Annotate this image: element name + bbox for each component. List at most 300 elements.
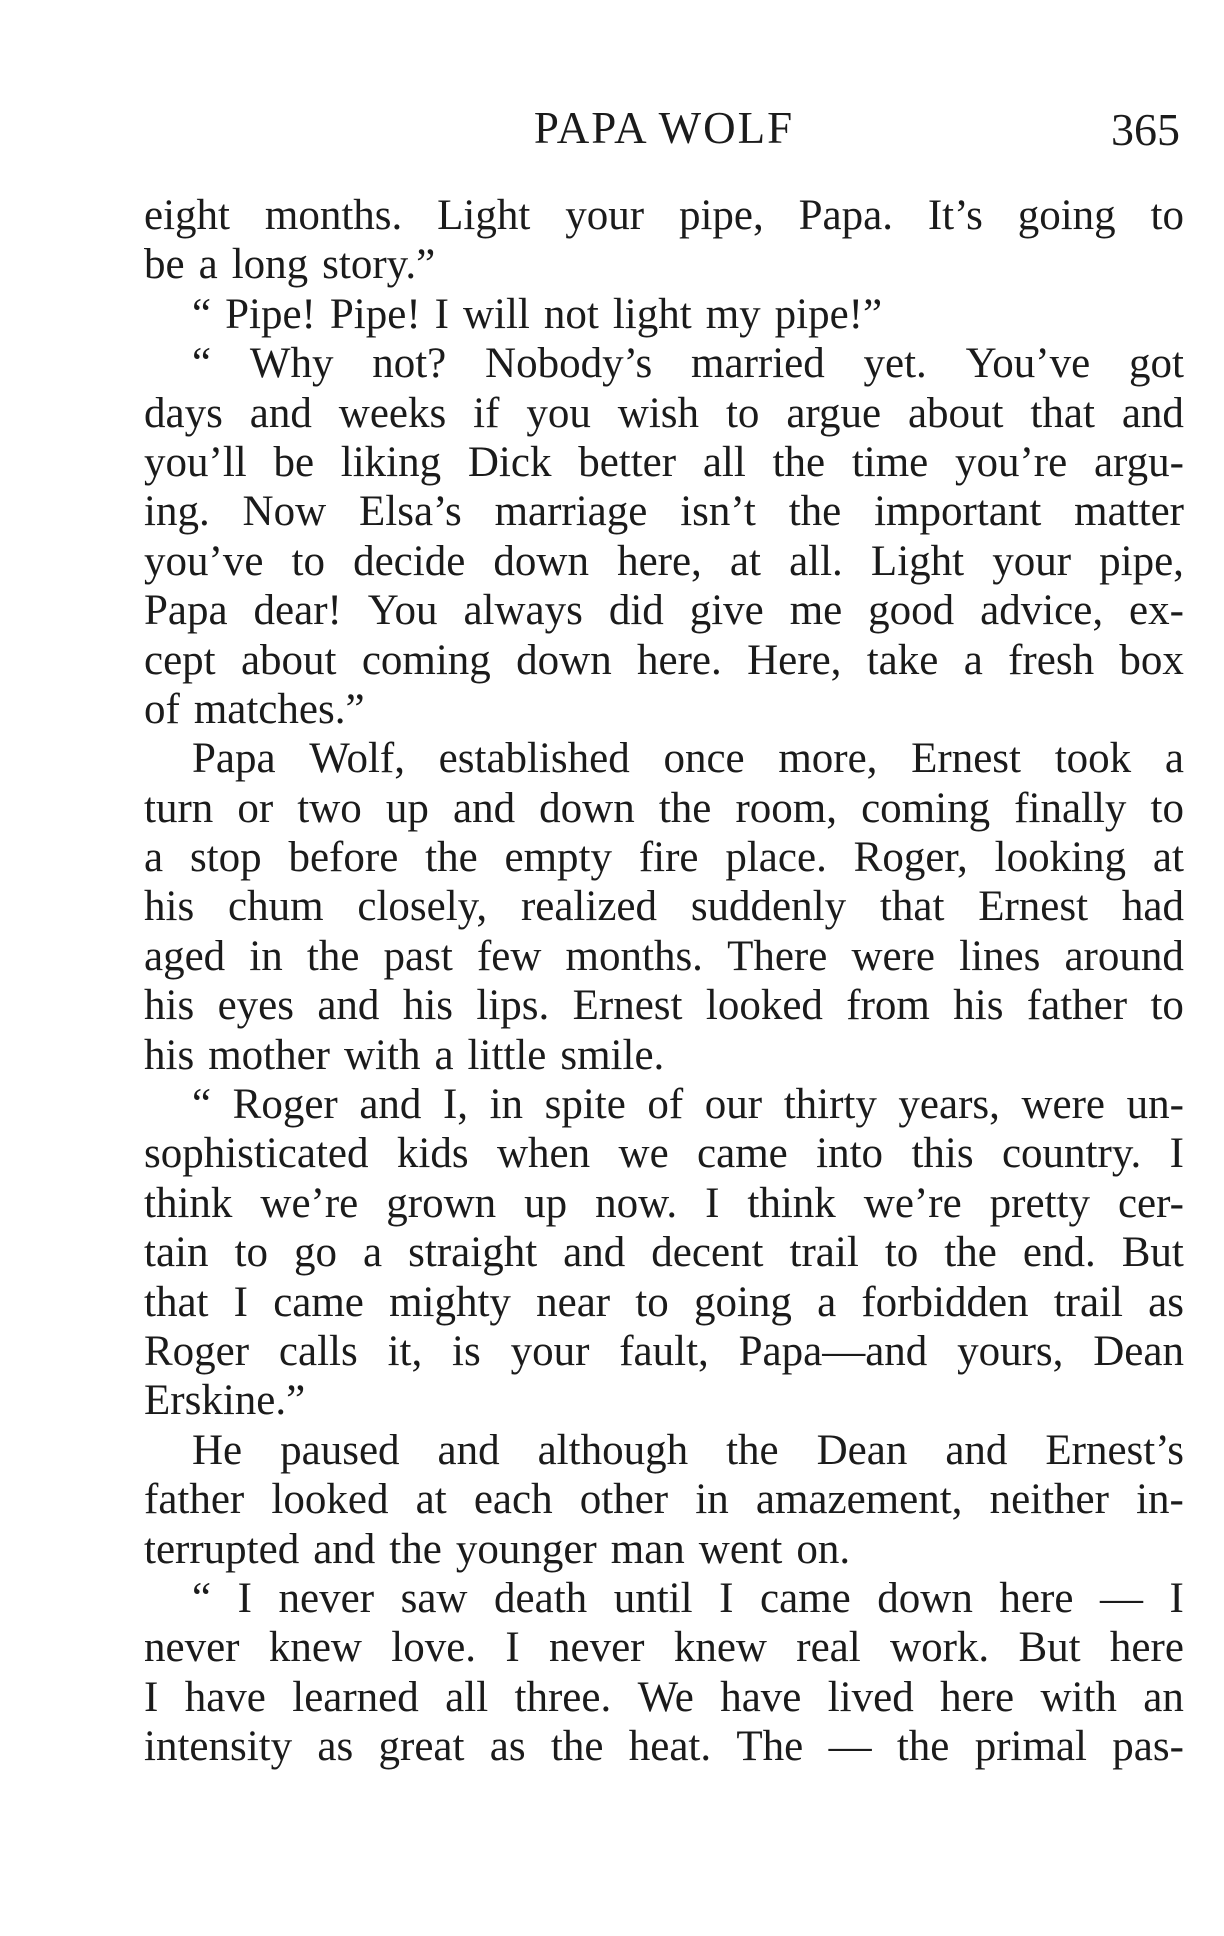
word: decent (651, 1229, 764, 1277)
word: Papa. (798, 192, 893, 239)
word: argue (786, 389, 882, 437)
word: We (637, 1673, 694, 1721)
word: The (736, 1723, 804, 1771)
word: and (452, 784, 516, 832)
word: country. (1001, 1130, 1142, 1178)
word: think (747, 1179, 836, 1227)
word: at (415, 1476, 447, 1524)
word: here (1109, 1624, 1184, 1672)
word: fault, (619, 1327, 709, 1375)
word: you’ll (144, 438, 247, 486)
word: be (273, 438, 315, 486)
word: But (1121, 1229, 1184, 1277)
word: days (144, 389, 223, 437)
word: two (297, 784, 362, 832)
word: a (963, 636, 983, 684)
word: Papa—and (738, 1327, 928, 1375)
word: his (144, 982, 195, 1030)
word: a (144, 834, 164, 882)
page-number: 365 (1111, 104, 1180, 155)
word: in- (1136, 1476, 1184, 1524)
word: about (907, 389, 1004, 437)
word: each (473, 1476, 553, 1524)
word: eyes (217, 982, 294, 1030)
word: Elsa’s (359, 488, 462, 536)
word: Roger (232, 1081, 338, 1129)
word: calls (278, 1327, 358, 1375)
word: more, (778, 735, 878, 783)
word: went (698, 1525, 783, 1573)
word: an (1143, 1673, 1184, 1721)
word: down (877, 1574, 973, 1622)
word: months. (565, 932, 703, 980)
word: father (144, 1476, 245, 1524)
word: about (240, 636, 337, 684)
word: the (389, 1525, 442, 1573)
word: He (192, 1426, 243, 1474)
word: his (953, 982, 1004, 1030)
word: pipe!” (774, 290, 883, 338)
word: light (612, 290, 692, 338)
word: coming (361, 636, 491, 684)
word: realized (520, 883, 657, 931)
word: Wolf, (309, 735, 405, 783)
word: came (760, 1574, 851, 1622)
word: Ernest’s (1045, 1426, 1184, 1474)
word: it, (387, 1327, 423, 1375)
word: few (476, 932, 542, 980)
word: advice, (980, 587, 1104, 635)
word: pas- (1112, 1723, 1184, 1771)
word: It’s (927, 192, 983, 239)
word: yours, (957, 1327, 1064, 1375)
word: had (1121, 883, 1184, 931)
word: closely, (357, 883, 488, 931)
word: ex- (1129, 587, 1184, 635)
word: took (1054, 735, 1132, 783)
word: you’re (954, 438, 1068, 486)
word: to (1150, 192, 1184, 239)
word: as (317, 1723, 354, 1771)
word: near (536, 1278, 611, 1326)
word: long (231, 241, 309, 289)
word: place. (725, 834, 827, 882)
word: at (729, 537, 761, 585)
text-line (144, 1278, 1184, 1327)
word: on. (796, 1525, 851, 1573)
word: looked (705, 982, 823, 1030)
word: you’ve (144, 537, 264, 585)
word: here (999, 1574, 1074, 1622)
word: terrupted (144, 1525, 300, 1573)
word: I (233, 1278, 248, 1326)
word: lines (959, 932, 1041, 980)
word: Dean (1093, 1327, 1184, 1375)
word: knew (673, 1624, 767, 1672)
word: work. (890, 1624, 990, 1672)
word: I (434, 290, 449, 338)
word: lived (827, 1673, 914, 1721)
word: intensity (144, 1723, 293, 1771)
word: is (452, 1327, 481, 1375)
word: and (945, 1426, 1008, 1474)
text-line (144, 586, 1184, 635)
word: mother (208, 1031, 330, 1079)
word: to (234, 1229, 268, 1277)
word: But (1018, 1624, 1081, 1672)
text-line (144, 734, 1184, 783)
word: — (828, 1723, 872, 1771)
text-line (144, 1228, 1184, 1277)
word: trail (789, 1229, 859, 1277)
running-title: PAPA WOLF (533, 103, 795, 153)
word: down (493, 537, 589, 585)
word: you (526, 389, 591, 437)
word: You’ve (965, 340, 1091, 388)
word: Papa (144, 587, 228, 635)
text-line (144, 1129, 1184, 1178)
word: in (695, 1476, 729, 1524)
word: of (144, 685, 180, 733)
word: married (691, 340, 825, 388)
word: knew (268, 1624, 362, 1672)
word: death (494, 1574, 588, 1622)
text-line (144, 537, 1184, 586)
word: smile. (560, 1031, 665, 1079)
word: tain (144, 1229, 209, 1277)
word: primal (974, 1723, 1087, 1771)
word: trail (1053, 1278, 1123, 1326)
word: a (434, 1031, 454, 1079)
word: Papa (192, 735, 276, 783)
word: never (278, 1574, 375, 1622)
word: father (1026, 982, 1128, 1030)
word: we’re (260, 1179, 359, 1227)
word: real (796, 1624, 861, 1672)
word: his (144, 883, 195, 931)
word: or (237, 784, 274, 832)
word: from (846, 982, 930, 1030)
word: kids (396, 1130, 469, 1178)
word: came (697, 1130, 788, 1178)
word: box (1119, 636, 1184, 684)
word: wish (617, 389, 700, 437)
word: I (719, 1574, 734, 1622)
word: chum (228, 883, 324, 931)
word: did (608, 587, 664, 635)
word: Why (249, 340, 334, 388)
word: Ernest (911, 735, 1021, 783)
word: your (992, 537, 1072, 585)
word: to (635, 1278, 669, 1326)
text-line (144, 1525, 1184, 1574)
word: and (359, 1081, 422, 1129)
word: to (291, 537, 325, 585)
word: “ (192, 290, 212, 338)
word: Dick (467, 438, 552, 486)
word: up (524, 1179, 568, 1227)
word: now. (595, 1179, 678, 1227)
word: to (1150, 982, 1184, 1030)
text-line (144, 1080, 1184, 1129)
word: to (725, 389, 760, 437)
word: the (550, 1723, 604, 1771)
word: his (402, 982, 453, 1030)
word: finally (1014, 784, 1127, 832)
word: be (144, 241, 185, 289)
word: good (868, 587, 955, 635)
word: — (1099, 1574, 1143, 1622)
word: story.” (322, 241, 436, 289)
word: think (144, 1179, 233, 1227)
text-line (144, 1426, 1184, 1475)
word: grown (386, 1179, 497, 1227)
word: my (705, 290, 761, 338)
word: spite (544, 1081, 626, 1129)
word: never (549, 1624, 645, 1672)
word: until (613, 1574, 693, 1622)
word: here (940, 1673, 1015, 1721)
word: the (788, 488, 842, 536)
word: go (294, 1229, 337, 1277)
word: aged (144, 932, 226, 980)
text-line (144, 438, 1184, 487)
word: Ernest (978, 883, 1089, 931)
word: your (510, 1327, 590, 1375)
word: and (563, 1229, 626, 1277)
word: all (445, 1673, 489, 1721)
word: You (367, 587, 438, 635)
word: yet. (863, 340, 927, 388)
word: although (537, 1426, 689, 1474)
word: coming (861, 784, 991, 832)
word: There (727, 932, 828, 980)
word: established (438, 735, 630, 783)
word: stop (189, 834, 262, 882)
word: months. (264, 192, 403, 239)
word: thirty (783, 1081, 877, 1129)
word: Erskine.” (144, 1377, 306, 1425)
word: important (874, 488, 1042, 536)
word: weeks (338, 389, 447, 437)
word: ing. (144, 488, 210, 536)
text-line (144, 1574, 1184, 1623)
running-head (144, 100, 1184, 156)
word: that (144, 1278, 209, 1326)
word: matches.” (193, 685, 365, 733)
word: Pipe! (225, 290, 316, 338)
word: and (437, 1426, 500, 1474)
word: up (385, 784, 429, 832)
word: I (1169, 1130, 1184, 1178)
word: suddenly (690, 883, 847, 931)
word: past (383, 932, 453, 980)
word: looking (994, 834, 1127, 882)
word: the (658, 784, 712, 832)
word: cer- (1117, 1179, 1184, 1227)
word: and (317, 982, 380, 1030)
text-line (144, 290, 1184, 339)
word: pipe, (1099, 537, 1184, 585)
word: all. (789, 537, 843, 585)
word: to (1150, 784, 1184, 832)
word: younger (455, 1525, 597, 1573)
word: a (1164, 735, 1184, 783)
word: other (579, 1476, 669, 1524)
word: and (249, 389, 312, 437)
word: that (879, 883, 945, 931)
word: when (496, 1130, 591, 1178)
word: little (467, 1031, 547, 1079)
word: once (663, 735, 745, 783)
word: I (237, 1574, 252, 1622)
word: not (543, 290, 599, 338)
word: argu- (1093, 438, 1184, 486)
word: turn (144, 784, 214, 832)
word: around (1064, 932, 1184, 980)
word: dear! (253, 587, 342, 635)
word: forbidden (861, 1278, 1029, 1326)
word: neither (989, 1476, 1109, 1524)
word: saw (400, 1574, 468, 1622)
word: cept (144, 636, 216, 684)
word: I (705, 1179, 720, 1227)
text-line (144, 240, 1184, 289)
word: going (1017, 192, 1116, 239)
word: fresh (1008, 636, 1095, 684)
word: mighty (389, 1278, 511, 1326)
text-line (144, 932, 1184, 981)
word: that (1030, 389, 1095, 437)
word: great (378, 1723, 465, 1771)
word: never (144, 1624, 240, 1672)
word: the (772, 438, 826, 486)
word: “ (192, 340, 212, 388)
word: Ernest (572, 982, 683, 1030)
text-line (144, 981, 1184, 1030)
word: take (866, 636, 939, 684)
word: a (817, 1278, 837, 1326)
word: here. (637, 636, 722, 684)
word: three. (514, 1673, 612, 1721)
word: Roger, (853, 834, 968, 882)
word: at (1152, 834, 1184, 882)
word: will (462, 290, 530, 338)
word: matter (1074, 488, 1184, 536)
word: before (288, 834, 399, 882)
word: room, (735, 784, 837, 832)
word: eight (144, 192, 230, 239)
text-line (144, 191, 1184, 240)
text-line (144, 833, 1184, 882)
text-line (144, 1376, 1184, 1425)
word: empty (504, 834, 612, 882)
word: the (726, 1426, 779, 1474)
word: paused (280, 1426, 400, 1474)
word: of (647, 1081, 684, 1129)
text-line (144, 1722, 1184, 1771)
word: amazement, (755, 1476, 963, 1524)
word: in (489, 1081, 524, 1129)
word: better (578, 438, 677, 486)
word: the (944, 1229, 997, 1277)
word: not? (372, 340, 447, 388)
word: Now (242, 488, 327, 536)
text-line (144, 1475, 1184, 1524)
word: I (1169, 1574, 1184, 1622)
word: always (463, 587, 583, 635)
word: the (896, 1723, 950, 1771)
word: Here, (747, 636, 842, 684)
word: as (489, 1723, 526, 1771)
word: lips. (476, 982, 550, 1030)
word: fire (638, 834, 699, 882)
word: marriage (494, 488, 648, 536)
word: give (689, 587, 764, 635)
word: Pipe! (329, 290, 421, 338)
word: Nobody’s (485, 340, 653, 388)
word: here, (617, 537, 702, 585)
word: got (1128, 340, 1184, 388)
word: all (702, 438, 746, 486)
word: years, (898, 1081, 1000, 1129)
word: Light (437, 192, 531, 239)
word: pipe, (678, 192, 764, 239)
word: liking (340, 438, 442, 486)
word: to (884, 1229, 919, 1277)
word: down (516, 636, 612, 684)
word: a (198, 241, 218, 289)
word: time (851, 438, 929, 486)
word: with (344, 1031, 421, 1079)
word: pretty (989, 1179, 1090, 1227)
word: Light (870, 537, 965, 585)
word: his (144, 1031, 195, 1079)
word: un- (1126, 1081, 1184, 1129)
word: I, (442, 1081, 469, 1129)
word: I (144, 1673, 159, 1721)
word: decide (353, 537, 466, 585)
word: man (610, 1525, 685, 1573)
word: have (720, 1673, 802, 1721)
word: a (363, 1229, 383, 1277)
word: and (313, 1525, 376, 1573)
word: Dean (816, 1426, 908, 1474)
word: have (184, 1673, 266, 1721)
text-line (144, 882, 1184, 931)
text-line (144, 1179, 1184, 1228)
text-line (144, 685, 1184, 734)
word: the (306, 932, 360, 980)
word: we (618, 1130, 669, 1178)
word: looked (271, 1476, 389, 1524)
word: came (273, 1278, 364, 1326)
word: down (539, 784, 635, 832)
word: end. (1022, 1229, 1096, 1277)
word: as (1148, 1278, 1184, 1326)
text-line (144, 339, 1184, 388)
word: love. (391, 1624, 477, 1672)
word: Roger (144, 1327, 250, 1375)
text-line (144, 1623, 1184, 1672)
word: heat. (628, 1723, 712, 1771)
text-line (144, 1327, 1184, 1376)
word: we’re (863, 1179, 962, 1227)
text-line (144, 1673, 1184, 1722)
word: our (704, 1081, 763, 1129)
text-line (144, 784, 1184, 833)
text-line (144, 389, 1184, 438)
